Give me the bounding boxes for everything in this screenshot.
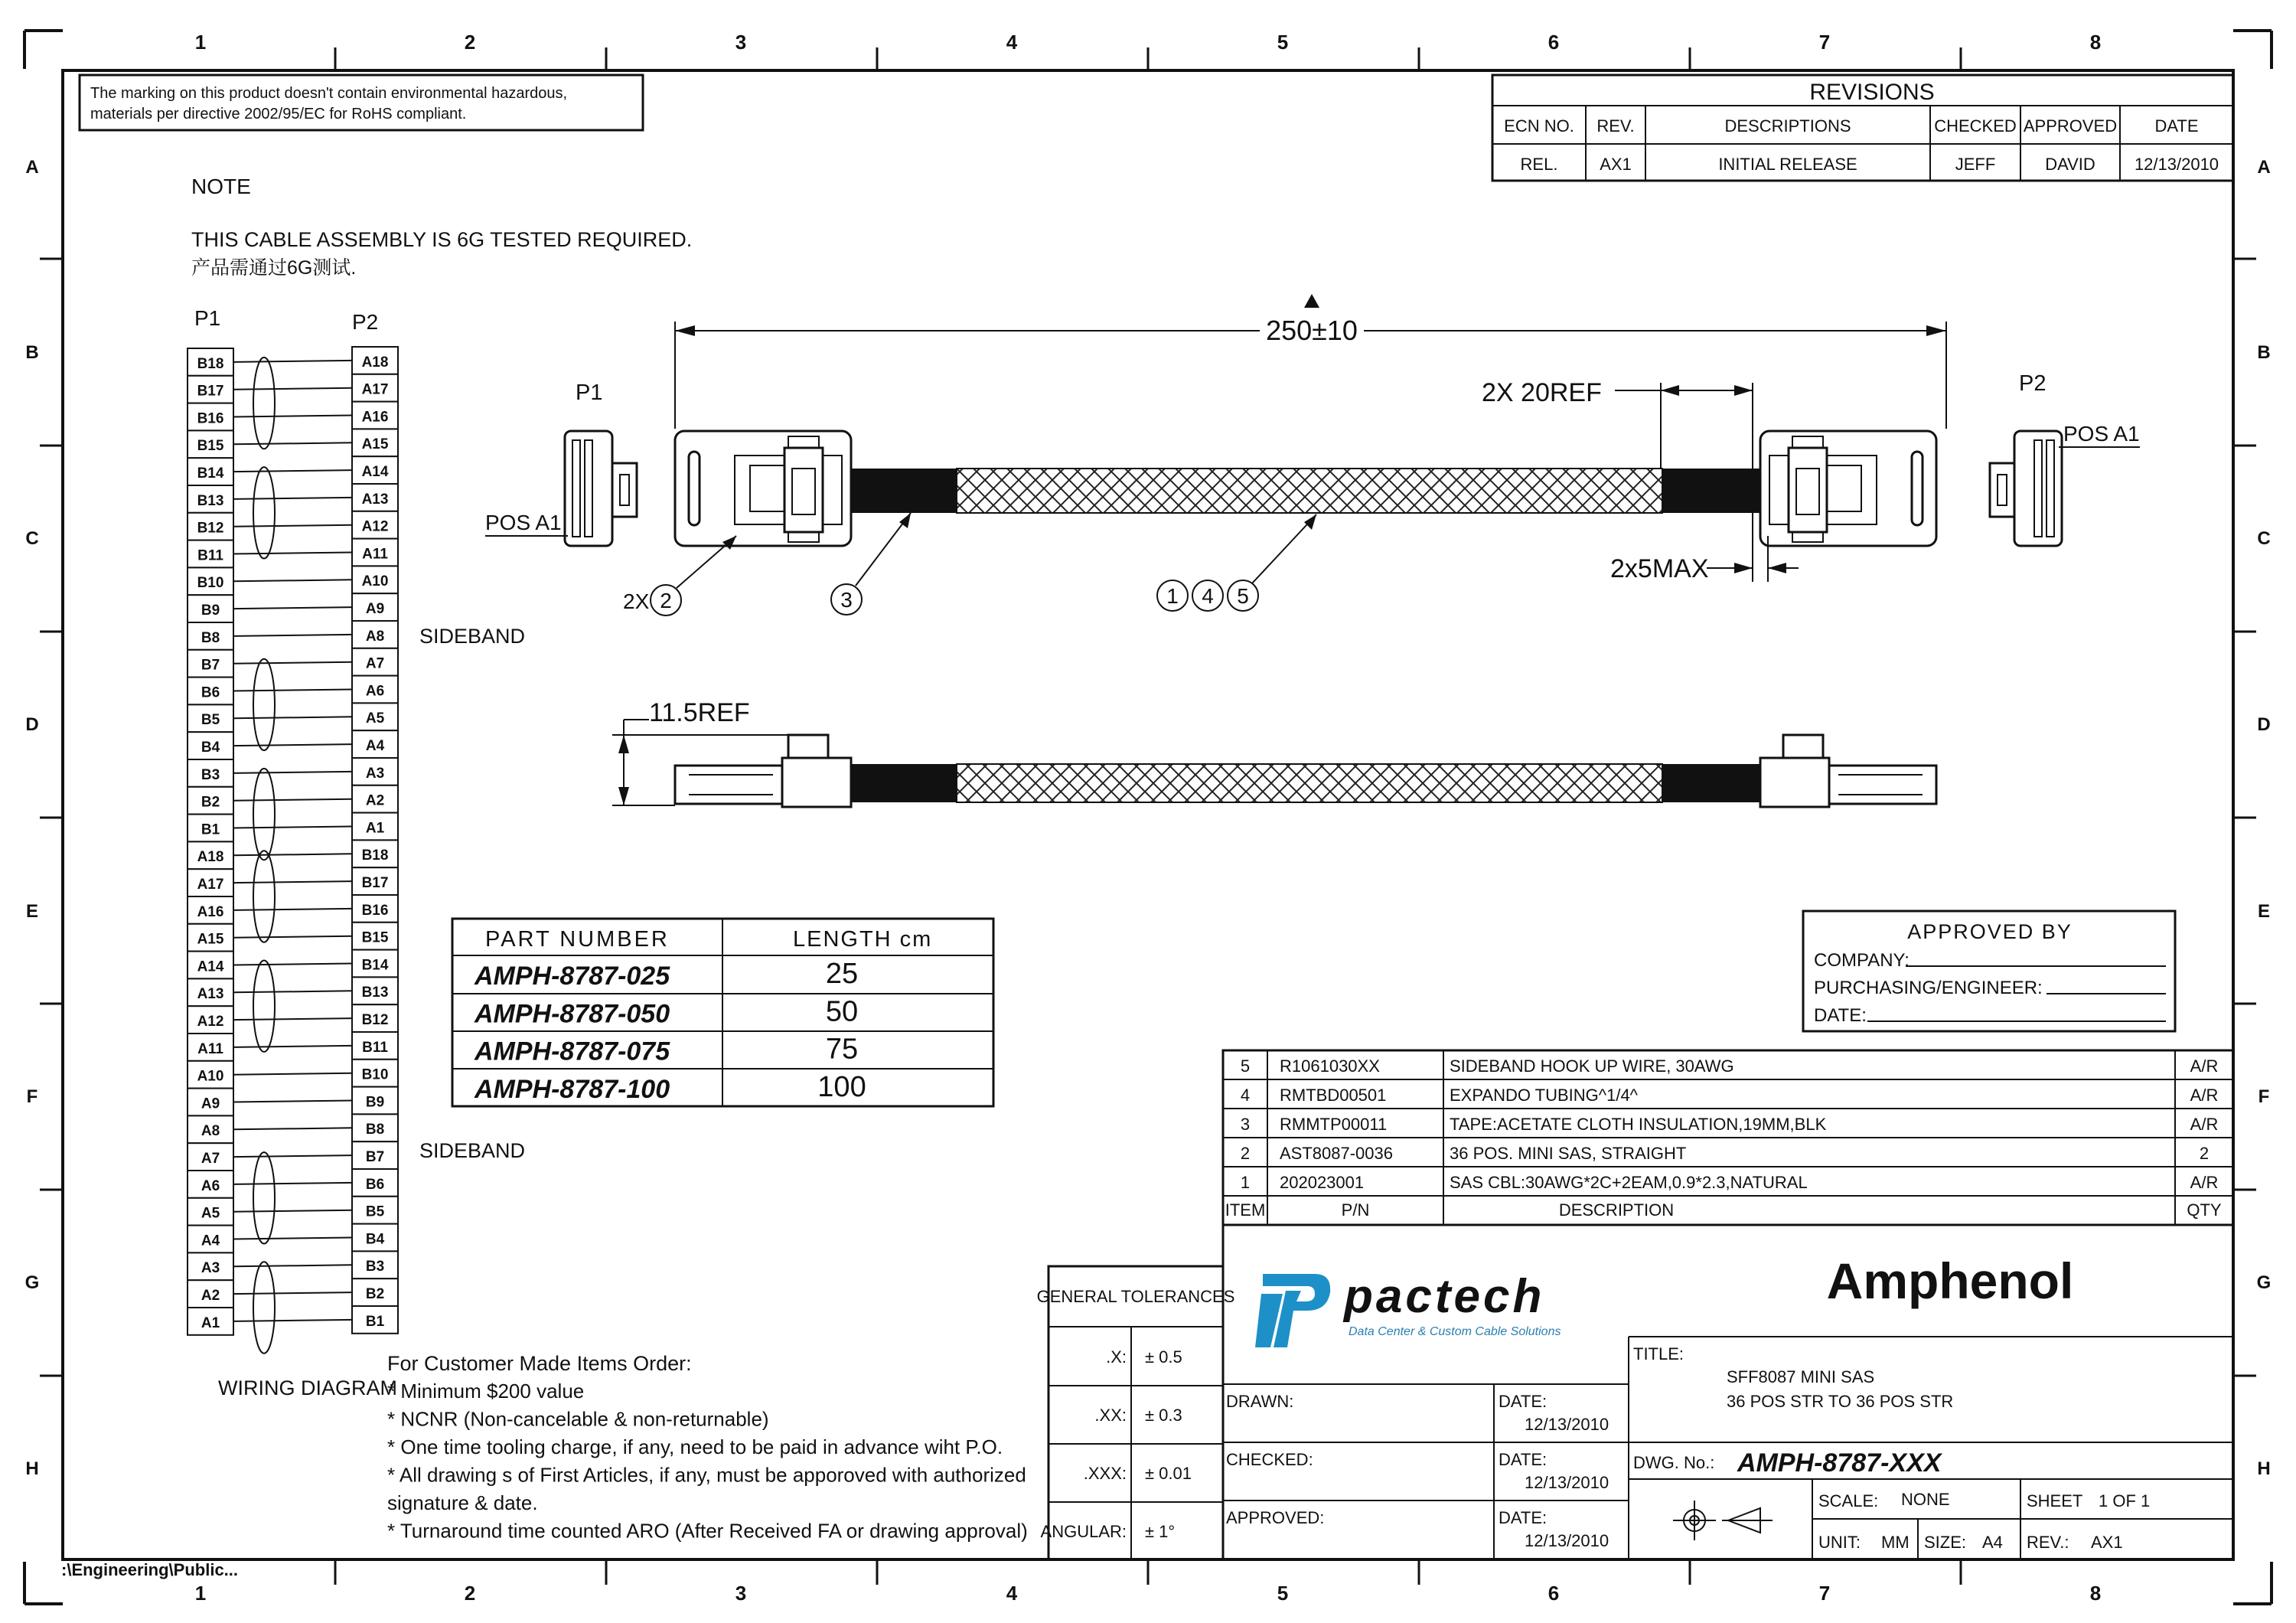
row-label-left: G xyxy=(24,1272,40,1293)
p2-pin-label: B7 xyxy=(365,1149,385,1165)
pos-a1-left: POS A1 xyxy=(485,511,562,534)
pos-a1-right: POS A1 xyxy=(2063,422,2140,446)
svg-text:1: 1 xyxy=(1166,584,1179,608)
row-label-left: F xyxy=(26,1086,38,1107)
customer-note-line: * NCNR (Non-cancelable & non-returnable) xyxy=(387,1407,769,1431)
bom-description: SIDEBAND HOOK UP WIRE, 30AWG xyxy=(1450,1056,1734,1076)
bom-description: 36 POS. MINI SAS, STRAIGHT xyxy=(1450,1144,1687,1163)
column-label-top: 2 xyxy=(464,31,476,54)
p2-pin-label: A7 xyxy=(365,655,385,672)
p1-pin-label: B13 xyxy=(197,492,224,509)
p1-pin-label: A17 xyxy=(197,877,224,893)
wiring-diagram-caption: WIRING DIAGRAM xyxy=(218,1376,397,1399)
projection-symbol-icon xyxy=(1673,1501,1773,1540)
tolerance-label: .XX: xyxy=(1094,1406,1127,1425)
p1-pin-label: A2 xyxy=(201,1288,220,1304)
p1-pin-label: A10 xyxy=(197,1068,224,1085)
approved-company-label: COMPANY: xyxy=(1814,950,1910,971)
p1-pin-label: A3 xyxy=(201,1260,220,1277)
p2-pin-label: A6 xyxy=(365,683,385,700)
bom-header-qty: QTY xyxy=(2187,1200,2222,1220)
p2-pin-label: B3 xyxy=(365,1259,385,1275)
p1-pin-label: B1 xyxy=(201,821,220,838)
p2-pin-label: A5 xyxy=(365,710,385,727)
customer-notes xyxy=(387,1352,1028,1543)
drawn-label: DRAWN: xyxy=(1226,1392,1294,1411)
pactech-logo xyxy=(1255,1270,1561,1347)
title-block xyxy=(1037,1225,2233,1559)
height-dimension: 11.5REF xyxy=(649,698,750,727)
bom-item: 3 xyxy=(1240,1115,1251,1134)
p1-pin-label: B6 xyxy=(201,684,220,701)
row-labels-left xyxy=(25,157,40,1479)
balloon-4 xyxy=(1192,580,1223,611)
size-value: A4 xyxy=(1982,1533,2003,1552)
row-label-right: D xyxy=(2257,714,2271,735)
row-label-right: C xyxy=(2257,528,2271,549)
svg-text:5: 5 xyxy=(1237,584,1249,608)
revisions-table xyxy=(1492,75,2233,181)
amphenol-logo: Amphenol xyxy=(1826,1252,2074,1309)
unit-label: UNIT: xyxy=(1818,1533,1861,1552)
column-label-top: 5 xyxy=(1277,31,1289,54)
p2-pin-label: B14 xyxy=(361,957,389,974)
approved-date-label: DATE: xyxy=(1814,1005,1867,1026)
rev-value: AX1 xyxy=(2091,1533,2123,1552)
balloon-3 xyxy=(831,584,862,615)
p2-pin-label: A15 xyxy=(361,436,389,453)
approved-label: APPROVED: xyxy=(1226,1508,1325,1527)
note-block xyxy=(191,175,692,279)
customer-note-line: * One time tooling charge, if any, need to be paid in advance wiht P.O. xyxy=(387,1435,1003,1458)
column-label-bottom: 4 xyxy=(1006,1582,1018,1605)
p1-pin-label: B8 xyxy=(201,629,220,646)
row-label-left: H xyxy=(25,1458,39,1479)
p2-pin-label: A17 xyxy=(361,381,389,398)
wiring-diagram xyxy=(188,306,525,1399)
bom-item: 4 xyxy=(1240,1086,1251,1105)
column-label-bottom: 3 xyxy=(735,1582,747,1605)
p2-pin-label: B15 xyxy=(361,929,389,946)
row-label-right: H xyxy=(2257,1458,2271,1479)
p1-pin-label: B11 xyxy=(197,547,223,564)
rev-header-checked: CHECKED xyxy=(1934,116,2017,136)
bom-description: EXPANDO TUBING^1/4^ xyxy=(1450,1086,1639,1105)
p1-pin-label: B15 xyxy=(197,438,224,455)
bom-header-item: ITEM xyxy=(1225,1200,1266,1220)
part-number-cell: AMPH-8787-075 xyxy=(475,1037,670,1066)
bom-qty: A/R xyxy=(2190,1115,2219,1134)
length-cell: 25 xyxy=(825,958,859,990)
p1-pin-label: A14 xyxy=(197,958,224,975)
bom-qty: A/R xyxy=(2190,1056,2219,1076)
p2-pin-label: B16 xyxy=(361,902,389,919)
part-number-cell: AMPH-8787-050 xyxy=(475,999,670,1029)
approved-purchasing-label: PURCHASING/ENGINEER: xyxy=(1814,978,2043,998)
sideband-label-1: SIDEBAND xyxy=(419,625,526,648)
drawn-date: 12/13/2010 xyxy=(1525,1415,1609,1434)
tolerance-label: .X: xyxy=(1106,1347,1127,1367)
column-label-top: 1 xyxy=(194,31,207,54)
row-label-right: G xyxy=(2256,1272,2272,1293)
column-label-bottom: 6 xyxy=(1548,1582,1560,1605)
rev-header-rev: REV. xyxy=(1596,116,1635,136)
p1-pin-label: A9 xyxy=(201,1096,220,1112)
row-label-right: E xyxy=(2257,901,2271,922)
p1-pin-label: A16 xyxy=(197,903,224,920)
rev-label: REV.: xyxy=(2027,1533,2069,1552)
column-labels-bottom xyxy=(195,1582,2101,1605)
p1-pin-label: B17 xyxy=(197,383,224,400)
p2-label: P2 xyxy=(2019,371,2047,396)
p2-pin-label: A1 xyxy=(365,820,385,837)
balloon-5 xyxy=(1228,580,1258,611)
approved-by-box xyxy=(1803,911,2175,1031)
tolerance-value: ± 0.01 xyxy=(1145,1464,1192,1483)
checked-label: CHECKED: xyxy=(1226,1450,1313,1469)
p2-pin-label: A16 xyxy=(361,409,389,426)
cable-top-view xyxy=(485,294,2140,616)
p2-pin-label: A18 xyxy=(361,354,389,371)
column-label-bottom: 7 xyxy=(1818,1582,1831,1605)
row-label-right: A xyxy=(2257,157,2271,178)
customer-note-line: * Minimum $200 value xyxy=(387,1380,585,1403)
row-label-right: F xyxy=(2258,1086,2270,1107)
rohs-line-1: The marking on this product doesn't contain environmental hazardous, xyxy=(90,85,568,102)
callout-2x: 2X xyxy=(623,589,650,613)
rev-approved: DAVID xyxy=(2045,155,2095,174)
p1-pin-label: B5 xyxy=(201,712,220,729)
rev-header-approved: APPROVED xyxy=(2023,116,2118,136)
column-label-top: 4 xyxy=(1006,31,1018,54)
p1-face-connector xyxy=(565,431,637,546)
p1-pin-label: B2 xyxy=(201,794,220,811)
p2-pin-label: A3 xyxy=(365,765,385,782)
p1-pin-label: A8 xyxy=(201,1123,220,1140)
p1-pin-label: B3 xyxy=(201,766,220,783)
cable-side-view xyxy=(612,698,1936,807)
p1-pin-label: A11 xyxy=(197,1040,223,1057)
bom-part-number: 202023001 xyxy=(1280,1173,1365,1192)
bom-header-description: DESCRIPTION xyxy=(1558,1200,1675,1220)
p1-pin-label: A18 xyxy=(197,849,224,866)
rev-description: INITIAL RELEASE xyxy=(1718,155,1857,174)
length-header: LENGTH cm xyxy=(793,927,933,952)
rev-header-date: DATE xyxy=(2154,116,2199,136)
column-label-bottom: 5 xyxy=(1277,1582,1289,1605)
p2-pin-label: A12 xyxy=(361,518,389,535)
p2-pin-label: A2 xyxy=(365,792,385,809)
note-line-1: THIS CABLE ASSEMBLY IS 6G TESTED REQUIRED. xyxy=(191,228,693,251)
rev-header-descriptions: DESCRIPTIONS xyxy=(1724,116,1851,136)
p1-pin-label: A4 xyxy=(201,1233,220,1249)
svg-text:3: 3 xyxy=(840,588,853,612)
customer-note-line: * All drawing s of First Articles, if any, must be apporoved with authorized xyxy=(387,1463,1026,1487)
p2-pin-label: B12 xyxy=(361,1012,389,1028)
sheet-label: SHEET xyxy=(2027,1491,2083,1510)
column-label-bottom: 8 xyxy=(2089,1582,2102,1605)
p2-pin-label: B1 xyxy=(365,1313,385,1330)
rev-checked: JEFF xyxy=(1955,155,1996,174)
row-label-left: A xyxy=(25,157,39,178)
svg-text:2: 2 xyxy=(660,589,672,612)
p2-pin-label: A8 xyxy=(365,628,385,645)
wiring-p2-label: P2 xyxy=(352,310,379,334)
column-label-top: 8 xyxy=(2089,31,2102,54)
size-label: SIZE: xyxy=(1924,1533,1967,1552)
p2-pin-label: B9 xyxy=(365,1094,385,1111)
length-cell: 50 xyxy=(825,995,859,1028)
length-dimension: 250±10 xyxy=(1266,315,1358,346)
p1-pin-label: A1 xyxy=(201,1314,220,1331)
p2-pin-label: B17 xyxy=(361,875,389,891)
p2-pin-label: A10 xyxy=(361,573,389,590)
file-path-label: :\Engineering\Public... xyxy=(61,1560,239,1579)
p2-pin-label: A13 xyxy=(361,491,389,508)
checked-date-label: DATE: xyxy=(1499,1450,1548,1469)
bom-description: TAPE:ACETATE CLOTH INSULATION,19MM,BLK xyxy=(1450,1115,1827,1134)
bom-part-number: RMTBD00501 xyxy=(1280,1086,1387,1105)
p1-pin-label: B4 xyxy=(201,740,220,756)
row-label-left: D xyxy=(25,714,39,735)
rev-header-ecn: ECN NO. xyxy=(1504,116,1574,136)
p2-pin-label: A4 xyxy=(365,738,385,754)
svg-text:4: 4 xyxy=(1202,584,1214,608)
row-label-right: B xyxy=(2257,342,2271,363)
customer-note-line: signature & date. xyxy=(387,1491,538,1514)
customer-note-line: * Turnaround time counted ARO (After Received FA or drawing approval) xyxy=(387,1519,1028,1543)
bom-item: 2 xyxy=(1240,1144,1251,1163)
title-label: TITLE: xyxy=(1633,1344,1684,1363)
checked-date: 12/13/2010 xyxy=(1525,1473,1609,1492)
drawn-date-label: DATE: xyxy=(1499,1392,1548,1411)
column-label-top: 3 xyxy=(735,31,747,54)
column-label-top: 7 xyxy=(1818,31,1831,54)
p2-pin-label: B10 xyxy=(361,1066,389,1083)
p2-pin-label: B8 xyxy=(365,1122,385,1138)
column-label-bottom: 1 xyxy=(194,1582,207,1605)
p1-pin-label: A7 xyxy=(201,1151,220,1167)
tolerance-label: .XXX: xyxy=(1083,1464,1127,1483)
right-plug xyxy=(1760,431,1936,546)
column-label-top: 6 xyxy=(1548,31,1560,54)
length-cell: 100 xyxy=(817,1070,866,1103)
row-label-left: B xyxy=(25,342,39,363)
p1-pin-label: A6 xyxy=(201,1177,220,1194)
p1-pin-label: A13 xyxy=(197,986,224,1003)
p2-pin-label: A11 xyxy=(362,546,388,563)
p2-pin-label: B4 xyxy=(365,1231,385,1248)
p1-pin-label: B16 xyxy=(197,410,224,427)
approved-by-title: APPROVED BY xyxy=(1907,920,2073,943)
tolerance-value: ± 0.3 xyxy=(1145,1406,1182,1425)
part-number-cell: AMPH-8787-100 xyxy=(475,1074,670,1104)
p2-pin-label: B18 xyxy=(361,847,389,864)
p2-face-connector xyxy=(1990,431,2062,546)
dwg-no-label: DWG. No.: xyxy=(1633,1453,1715,1472)
rohs-line-2: materials per directive 2002/95/EC for RoHS compliant. xyxy=(90,106,467,122)
ref-dimension: 2X 20REF xyxy=(1482,378,1602,407)
note-title: NOTE xyxy=(191,175,251,198)
bom-part-number: R1061030XX xyxy=(1280,1056,1380,1076)
bill-of-materials xyxy=(1223,1050,2233,1225)
p2-pin-label: B5 xyxy=(365,1203,385,1220)
p1-pin-label: B12 xyxy=(197,520,224,537)
p1-label: P1 xyxy=(576,380,603,405)
sideband-label-2: SIDEBAND xyxy=(419,1139,526,1162)
scale-value: NONE xyxy=(1901,1490,1950,1509)
p1-pin-label: A15 xyxy=(197,931,224,948)
rev-rev: AX1 xyxy=(1600,155,1632,174)
p1-pin-label: B14 xyxy=(197,465,224,482)
bom-item: 1 xyxy=(1240,1173,1251,1192)
part-number-table xyxy=(452,919,993,1106)
part-number-header: PART NUMBER xyxy=(485,927,670,952)
p1-pin-label: B9 xyxy=(201,603,220,619)
left-plug xyxy=(675,431,851,546)
p2-pin-label: A14 xyxy=(361,464,389,480)
p1-pin-label: B7 xyxy=(201,657,220,674)
p2-pin-label: B2 xyxy=(365,1286,385,1302)
pactech-tagline: Data Center & Custom Cable Solutions xyxy=(1349,1325,1561,1338)
pactech-name: pactech xyxy=(1344,1270,1545,1323)
balloon-1 xyxy=(1157,580,1188,611)
p1-pin-label: A12 xyxy=(197,1014,224,1030)
p1-pin-label: B10 xyxy=(197,575,224,592)
bom-qty: 2 xyxy=(2199,1144,2210,1163)
customer-notes-title: For Customer Made Items Order: xyxy=(387,1352,692,1375)
length-cell: 75 xyxy=(825,1033,859,1066)
p2-pin-label: B13 xyxy=(361,985,389,1001)
bom-header-pn: P/N xyxy=(1341,1200,1370,1220)
part-number-cell: AMPH-8787-025 xyxy=(475,962,670,991)
row-labels-right xyxy=(2257,157,2272,1479)
tolerance-label: ANGULAR: xyxy=(1040,1522,1127,1541)
row-label-left: E xyxy=(25,901,39,922)
bom-description: SAS CBL:30AWG*2C+2EAM,0.9*2.3,NATURAL xyxy=(1450,1173,1808,1192)
approved-date-label: DATE: xyxy=(1499,1508,1548,1527)
scale-label: SCALE: xyxy=(1818,1491,1879,1510)
sheet-value: 1 OF 1 xyxy=(2099,1491,2151,1510)
tolerance-value: ± 1° xyxy=(1145,1522,1176,1541)
title-line-2: 36 POS STR TO 36 POS STR xyxy=(1727,1392,1954,1411)
approved-date: 12/13/2010 xyxy=(1525,1531,1609,1550)
p1-pin-label: A5 xyxy=(201,1205,220,1222)
title-line-1: SFF8087 MINI SAS xyxy=(1727,1367,1875,1386)
bom-qty: A/R xyxy=(2190,1086,2219,1105)
row-label-left: C xyxy=(25,528,39,549)
column-label-bottom: 2 xyxy=(464,1582,476,1605)
balloon-2 xyxy=(651,585,681,616)
bom-qty: A/R xyxy=(2190,1173,2219,1192)
revisions-title: REVISIONS xyxy=(1809,80,1935,105)
bom-part-number: AST8087-0036 xyxy=(1280,1144,1393,1163)
bom-item: 5 xyxy=(1240,1056,1251,1076)
unit-value: MM xyxy=(1881,1533,1910,1552)
dwg-no-value: AMPH-8787-XXX xyxy=(1737,1448,1942,1478)
p1-pin-label: B18 xyxy=(197,355,224,372)
tolerance-value: ± 0.5 xyxy=(1145,1347,1182,1367)
bom-part-number: RMMTP00011 xyxy=(1280,1115,1388,1134)
tolerances-title: GENERAL TOLERANCES xyxy=(1036,1287,1235,1306)
p2-pin-label: B6 xyxy=(365,1176,385,1193)
max-dimension: 2x5MAX xyxy=(1610,554,1709,583)
rohs-note xyxy=(80,75,643,130)
wiring-p1-label: P1 xyxy=(194,306,221,330)
rev-date: 12/13/2010 xyxy=(2134,155,2219,174)
p2-pin-label: B11 xyxy=(362,1039,388,1056)
p2-pin-label: A9 xyxy=(365,601,385,617)
note-line-2: 产品需通过6G测试. xyxy=(191,257,357,279)
rev-ecn: REL. xyxy=(1520,155,1558,174)
